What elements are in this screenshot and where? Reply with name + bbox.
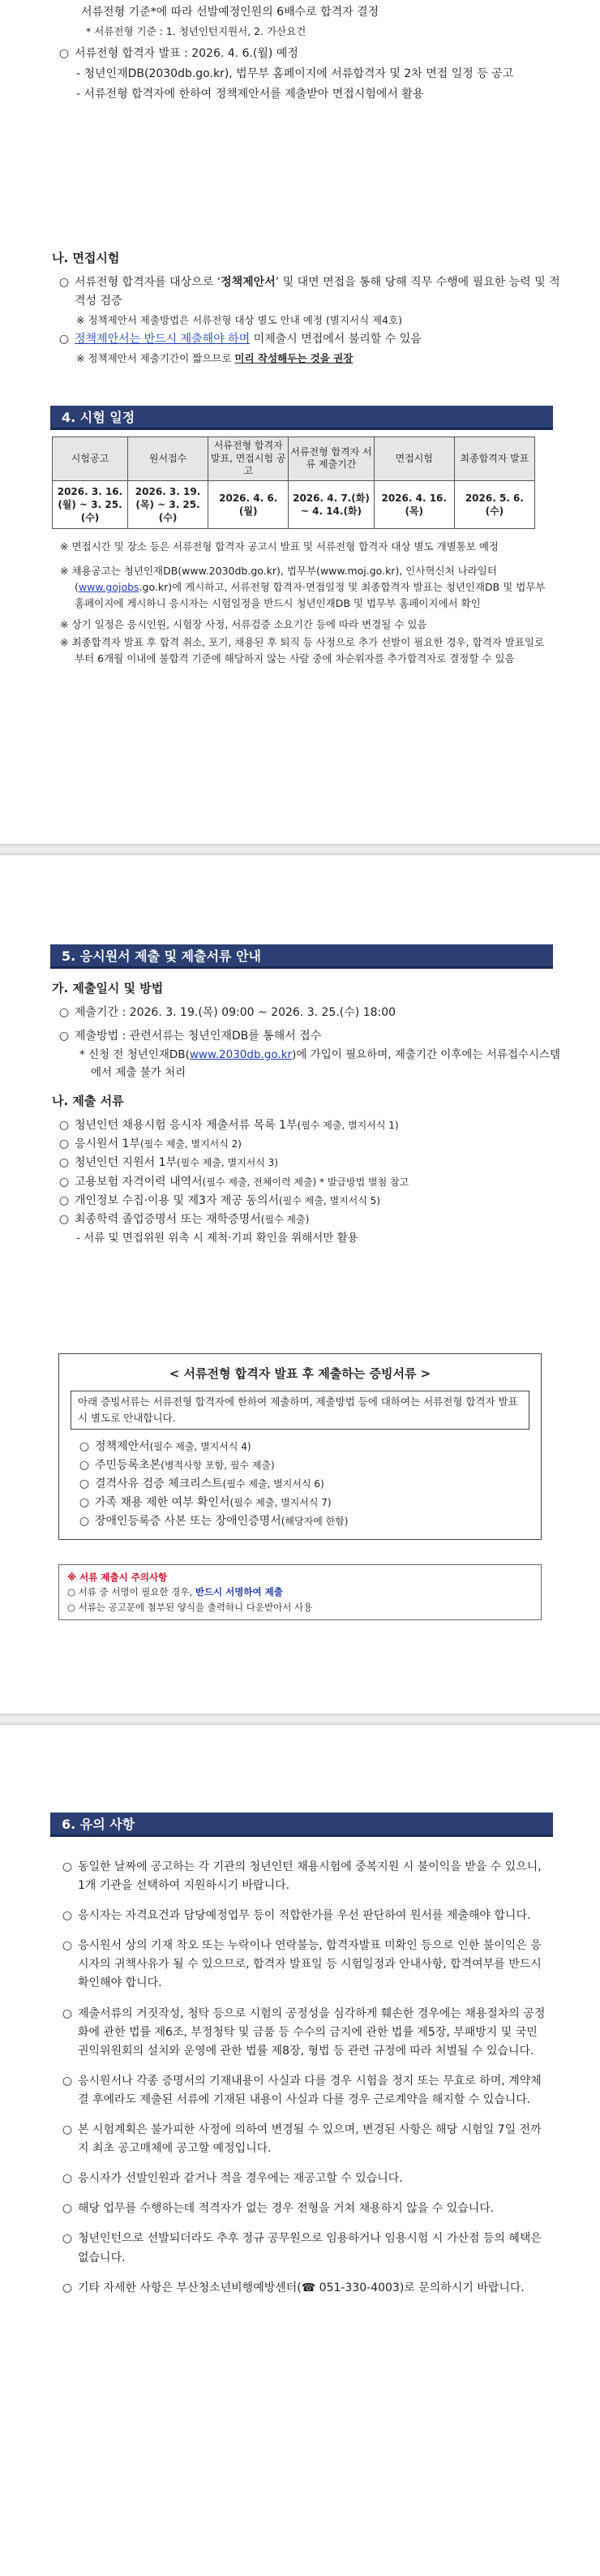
notice-section xyxy=(0,1813,600,2309)
bullet: ○ xyxy=(79,1515,90,1529)
bullet: ○ xyxy=(62,2006,73,2020)
doc-name: 가족 채용 제한 여부 확인서 xyxy=(95,1496,230,1510)
page-break-2 xyxy=(0,1714,600,1725)
table-header: 시험공고 xyxy=(53,437,128,481)
interview-note-2-pre: ※ 정책제안서 제출기간이 짧으므로 xyxy=(76,352,235,365)
list-item xyxy=(39,2279,548,2298)
bullet: ○ xyxy=(79,1477,90,1490)
schedule-note-2-post: .go.kr)에 게시하고, 서류전형 합격자·면접일정 및 최종합격자 발표는 청년인재DB 및 법무부 홈페이지에 게시하니 응시자는 시험일정을 반드시 청년인재DB 및 법무부 홈페이지에서 확인 xyxy=(75,581,546,610)
table-header: 서류전형 합격자 발표, 면접시험 공고 xyxy=(208,437,289,481)
schedule-header-row xyxy=(53,437,535,481)
doc-note: (필수 제출, 전체이력 제출) * 발급방법 별첨 참고 xyxy=(202,1176,409,1188)
list-item xyxy=(39,1907,548,1925)
notice-text: 응시자는 자격요건과 담당예정업무 등이 적합한가를 우선 판단하여 원서를 제출해야 합니다. xyxy=(78,1909,531,1923)
doc-note: (필수 제출, 별지서식 5) xyxy=(279,1194,380,1206)
notice-text: 제출서류의 거짓작성, 청탁 등으로 시험의 공정성을 심각하게 훼손한 경우에는 채용절차의 공정화에 관한 법률 제6조, 부정청탁 및 금품 등 수수의 금지에 관한 법률 제5장, 부패방지 및 국민권익위원회의 설치와 운영에 관한 법률 제8장, 형법 등 관련 규정에 따라 처벌될 수 있습니다. xyxy=(78,2006,546,2058)
caution-section xyxy=(0,1564,600,1620)
screening-criteria-line: 서류전형 기준*에 따라 선발예정인원의 6배수로 합격자 결정 xyxy=(81,6,379,19)
evidence-box-note: 아래 증빙서류는 서류전형 합격자에 한하여 제출하며, 제출방법 등에 대하여는 서류전형 합격자 발표 시 별도로 안내합니다. xyxy=(71,1391,529,1430)
interview-heading: 나. 면접시험 xyxy=(52,251,120,265)
interview-item-2 xyxy=(39,330,568,349)
table-header: 면접시험 xyxy=(374,437,454,481)
bullet: ○ xyxy=(58,47,70,61)
table-cell: 2026. 4. 16.(목) xyxy=(374,480,454,529)
must-submit-underlined: 정책제안서는 반드시 제출해야 하며 xyxy=(75,332,251,346)
bullet: ○ xyxy=(58,1156,70,1170)
notice-text: 기타 자세한 사항은 부산청소년비행예방센터(☎ 051-330-4003)로 문의하시기 바랍니다. xyxy=(78,2281,525,2294)
bullet: ○ xyxy=(58,275,70,289)
application-title: 5. 응시원서 제출 및 제출서류 안내 xyxy=(50,944,553,969)
caution-title: ※ 서류 제출시 주의사항 xyxy=(67,1572,168,1583)
caution-box xyxy=(58,1564,542,1620)
method-note-post: )에 가입이 필요하며, 제출기간 이후에는 서류접수시스템에서 제출 불가 처리 xyxy=(91,1047,561,1080)
bullet: ○ xyxy=(62,2232,73,2246)
notice-text: 응시원서 상의 기재 착오 또는 누락이나 연락불능, 합격자발표 미확인 등으로 인한 불이익은 응시자의 귀책사유가 될 수 있으므로, 합격자 발표일 등 시험일정과 안내사항, 합격여부를 반드시 확인해야 합니다. xyxy=(78,1939,542,1990)
schedule-note-3: ※ 상기 일정은 응시인원, 시험장 사정, 서류검증 소요기간 등에 따라 변경될 수 있음 xyxy=(60,618,427,631)
interview-note-2-bold: 미리 작성해두는 것을 권장 xyxy=(234,352,354,365)
list-item xyxy=(39,1135,568,1154)
interview-item-1-post: ’ 및 대면 면접을 통해 당해 직무 수행에 필요한 능력 및 적격성 검증 xyxy=(75,275,560,307)
doc-note: (필수 제출, 별지서식 3) xyxy=(177,1157,278,1169)
announce-dash-1: - 청년인재DB(2030db.go.kr), 법무부 홈페이지에 서류합격자 및 2차 면접 일정 등 공고 xyxy=(76,67,514,81)
list-item xyxy=(39,2230,548,2267)
doc-note: (병적사항 포함, 필수 제출) xyxy=(161,1459,275,1471)
announce-item xyxy=(39,45,568,63)
bullet: ○ xyxy=(62,2074,73,2088)
schedule-note-4: ※ 최종합격자 발표 후 합격 취소, 포기, 채용된 후 퇴직 등 사정으로 추가 선발이 필요한 경우, 합격자 발표일로부터 6개월 이내에 불합격 기준에 해당하지 않는 사람 중에 차순위자를 추가합격자로 결정할 수 있음 xyxy=(60,636,545,665)
notice-text: 청년인턴으로 선발되더라도 추후 정규 공무원으로 임용하거나 임용시험 시 가산점 등의 혜택은 없습니다. xyxy=(78,2232,542,2264)
list-item xyxy=(39,2072,548,2109)
notice-text: 응시자가 선발인원과 같거나 적을 경우에는 재공고할 수 있습니다. xyxy=(78,2172,403,2186)
bullet: ○ xyxy=(79,1496,90,1510)
doc-name: 응시원서 1부 xyxy=(75,1137,140,1151)
notice-list xyxy=(0,1858,600,2298)
caution-line-2: ○ 서류는 공고문에 첨부된 양식을 출력하니 다운받아서 사용 xyxy=(67,1601,313,1613)
doc-note: (필수 제출, 별지서식 4) xyxy=(149,1440,251,1452)
announce-dash-2: - 서류전형 합격자에 한하여 정책제안서를 제출받아 면접시험에서 활용 xyxy=(76,88,424,101)
table-cell: 2026. 4. 6.(월) xyxy=(208,480,289,529)
list-item xyxy=(39,1116,568,1135)
table-cell: 2026. 5. 6.(수) xyxy=(454,480,534,529)
list-item xyxy=(39,1211,568,1229)
bullet: ○ xyxy=(79,1458,90,1472)
interview-item-1-pre: 서류전형 합격자를 대상으로 ‘ xyxy=(75,275,221,289)
doc-name: 장애인등록증 사본 또는 장애인증명서 xyxy=(95,1515,281,1529)
interview-item-1 xyxy=(39,273,568,311)
exam-schedule-title: 4. 시험 일정 xyxy=(50,406,553,430)
bullet: ○ xyxy=(62,2172,73,2186)
doc-note: (필수 제출, 별지서식 2) xyxy=(139,1138,242,1150)
submission-schedule-heading: 가. 제출일시 및 방법 xyxy=(52,981,164,996)
doc-name: 청년인턴 지원서 1부 xyxy=(75,1156,177,1170)
notice-text: 동일한 날짜에 공고하는 각 기관의 청년인턴 채용시험에 중복지원 시 불이익을 받을 수 있으니, 1개 기관을 선택하여 지원하시기 바랍니다. xyxy=(78,1860,542,1893)
caution-1-emphasis: 반드시 서명하여 제출 xyxy=(195,1586,283,1598)
list-item xyxy=(39,1173,568,1192)
table-cell: 2026. 3. 19.(목) ~ 3. 25.(수) xyxy=(127,480,208,529)
list-item xyxy=(39,1937,548,1993)
schedule-data-row xyxy=(53,480,535,529)
doc-name: 주민등록초본 xyxy=(95,1458,161,1472)
policy-proposal-bold: 정책제안서 xyxy=(221,275,276,289)
table-header: 서류전형 합격자 서류 제출기간 xyxy=(289,437,374,481)
list-item xyxy=(39,2005,548,2061)
docs-dash-note: - 서류 및 면접위원 위촉 시 제척·기피 확인을 위해서만 활용 xyxy=(76,1231,358,1245)
gojobs-link[interactable]: www.gojobs xyxy=(78,581,139,594)
period-item xyxy=(39,1004,568,1022)
bullet: ○ xyxy=(58,1175,70,1189)
bullet: ○ xyxy=(58,1119,70,1133)
interview-section xyxy=(0,240,600,367)
doc-name: 고용보험 자격이력 내역서 xyxy=(75,1175,203,1189)
list-item xyxy=(39,2200,548,2218)
db-link[interactable]: www.2030db.go.kr xyxy=(189,1047,293,1061)
doc-note: (필수 제출, 별지서식 6) xyxy=(222,1477,324,1490)
doc-name: 개인정보 수집·이용 및 제3자 제공 동의서 xyxy=(75,1193,279,1207)
bullet: ○ xyxy=(58,1212,70,1226)
schedule-note-1: ※ 면접시간 및 장소 등은 서류전형 합격자 공고시 발표 및 서류전형 합격자 대상 별도 개별통보 예정 xyxy=(60,540,499,553)
evidence-box-section xyxy=(0,1353,600,1540)
list-item xyxy=(69,1512,531,1531)
caution-1-pre: ○ 서류 중 서명이 필요한 경우, xyxy=(67,1586,195,1598)
list-item xyxy=(69,1438,531,1456)
bullet: ○ xyxy=(58,1005,70,1019)
doc-name: 최종학력 졸업증명서 또는 재학증명서 xyxy=(75,1212,261,1226)
docs-list xyxy=(0,1116,600,1247)
list-item xyxy=(69,1494,531,1512)
list-item xyxy=(39,2121,548,2158)
doc-name: 청년인턴 채용시험 응시자 제출서류 목록 1부 xyxy=(75,1119,298,1133)
exam-schedule-table xyxy=(52,437,535,529)
bullet: ○ xyxy=(58,1029,70,1043)
table-header: 원서접수 xyxy=(127,437,208,481)
bullet: ○ xyxy=(62,1909,73,1923)
interview-item-2-post: 미제출시 면접에서 불리할 수 있음 xyxy=(250,332,422,346)
schedule-note-2 xyxy=(0,563,600,612)
table-cell: 2026. 3. 16.(월) ~ 3. 25.(수) xyxy=(53,480,128,529)
bullet: ○ xyxy=(62,2281,73,2294)
bullet: ○ xyxy=(58,332,70,346)
bullet: ○ xyxy=(79,1439,90,1453)
exam-schedule-section xyxy=(0,406,600,667)
notice-text: 본 시험계획은 불가피한 사정에 의하여 변경될 수 있으며, 변경된 사항은 해당 시험일 7일 전까지 최초 공고매체에 공고할 예정입니다. xyxy=(78,2123,542,2156)
notice-title: 6. 유의 사항 xyxy=(50,1813,553,1837)
doc-note: (해당자에 한함) xyxy=(281,1516,349,1528)
doc-note: (필수 제출) xyxy=(260,1213,310,1225)
method-text: 제출방법 : 관련서류는 청년인재DB를 통해서 접수 xyxy=(75,1029,322,1043)
period-text: 제출기간 : 2026. 3. 19.(목) 09:00 ~ 2026. 3. 25.(수) 18:00 xyxy=(75,1005,396,1019)
bullet: ○ xyxy=(62,2123,73,2137)
doc-name: 결격사유 검증 체크리스트 xyxy=(95,1477,223,1490)
interview-note-2 xyxy=(39,350,568,367)
bullet: ○ xyxy=(58,1193,70,1207)
bullet: ○ xyxy=(58,1137,70,1151)
list-item xyxy=(69,1456,531,1475)
method-note-pre: * 신청 전 청년인재DB( xyxy=(79,1047,190,1061)
list-item xyxy=(39,1192,568,1211)
notice-text: 해당 업무를 수행하는데 적격자가 없는 경우 전형을 거쳐 채용하지 않을 수 있습니다. xyxy=(78,2202,495,2216)
screening-criteria-note: * 서류전형 기준 : 1. 청년인턴지원서, 2. 가산요건 xyxy=(86,25,306,38)
list-item xyxy=(39,2170,548,2188)
schedule-note-2-pre: ※ 채용공고는 청년인재DB(www.2030db.go.kr), 법무부(www.moj.go.kr), 인사혁신처 나라일터( xyxy=(60,565,497,594)
announce-text: 서류전형 합격자 발표 : 2026. 4. 6.(월) 예정 xyxy=(75,47,298,61)
submission-docs-heading: 나. 제출 서류 xyxy=(52,1094,124,1109)
bullet: ○ xyxy=(62,1939,73,1953)
caution-line-1 xyxy=(67,1585,533,1599)
application-section xyxy=(0,944,600,1247)
page-break-1 xyxy=(0,844,600,855)
evidence-docs-box xyxy=(58,1353,542,1540)
method-note xyxy=(39,1046,568,1082)
evidence-box-title: < 서류전형 합격자 발표 후 제출하는 증빙서류 > xyxy=(169,1366,431,1381)
screening-result-section xyxy=(0,3,600,104)
list-item xyxy=(39,1154,568,1172)
notice-text: 응시원서나 각종 증명서의 기재내용이 사실과 다를 경우 시험을 정지 또는 무효로 하며, 계약체결 후에라도 제출된 서류에 기재된 내용이 사실과 다를 경우 근로계약을 해지할 수 있습니다. xyxy=(78,2074,542,2106)
doc-note: (필수 제출, 별지서식 1) xyxy=(297,1120,399,1132)
method-item xyxy=(39,1027,568,1046)
doc-name: 정책제안서 xyxy=(95,1439,150,1453)
interview-note-1: ※ 정책제안서 제출방법은 서류전형 대상 별도 안내 예정 (별지서식 제4호) xyxy=(76,313,403,326)
doc-note: (필수 제출, 별지서식 7) xyxy=(229,1497,332,1509)
table-cell: 2026. 4. 7.(화) ~ 4. 14.(화) xyxy=(289,480,374,529)
table-header: 최종합격자 발표 xyxy=(454,437,534,481)
list-item xyxy=(39,1858,548,1895)
list-item xyxy=(69,1475,531,1494)
bullet: ○ xyxy=(62,1860,73,1873)
bullet: ○ xyxy=(62,2202,73,2216)
